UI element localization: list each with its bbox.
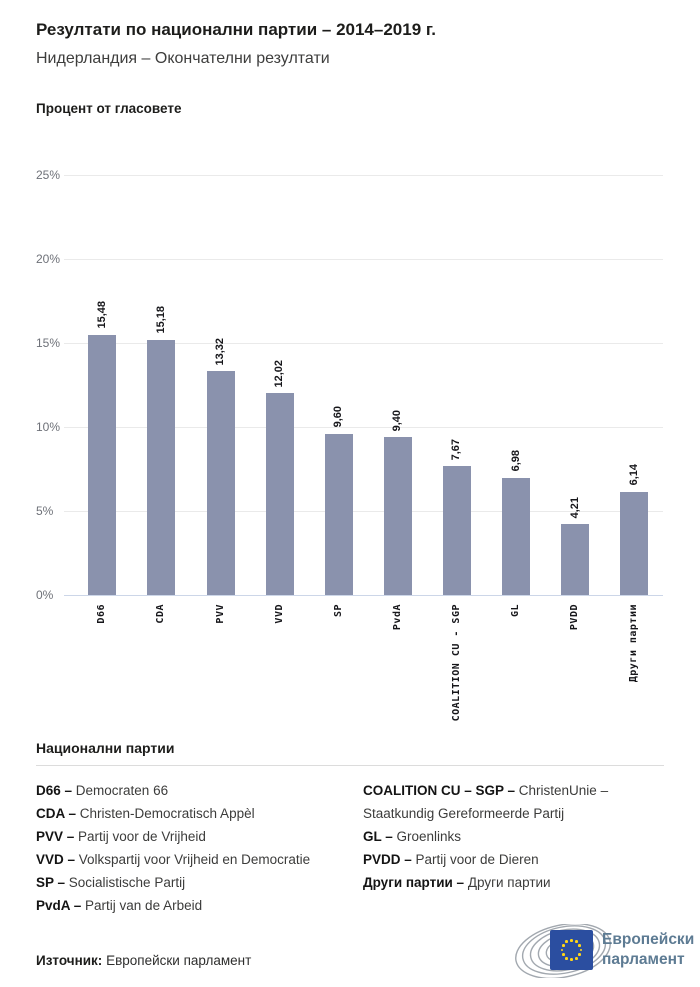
gridline — [64, 259, 663, 260]
bar-value-label: 9,40 — [391, 409, 404, 432]
bar — [502, 478, 530, 595]
bar — [266, 393, 294, 595]
legend-columns — [36, 779, 664, 917]
x-tick-label: D66 — [96, 604, 108, 624]
x-tick-label: COALITION CU - SGP — [450, 604, 462, 722]
legend-item: CDA – Christen-Democratisch Appèl — [36, 806, 255, 821]
gridline — [64, 175, 663, 176]
x-tick-label: PVV — [214, 604, 226, 624]
y-tick-label: 20% — [36, 252, 61, 266]
legend-item: PVV – Partij voor de Vrijheid — [36, 829, 206, 844]
bar-value-label: 4,21 — [568, 496, 581, 519]
source-line — [36, 953, 251, 968]
bar — [384, 437, 412, 595]
x-tick-label: SP — [332, 604, 344, 618]
source-label: Източник: — [36, 953, 103, 968]
eu-star — [565, 940, 568, 943]
eu-star — [578, 944, 581, 947]
bar — [147, 340, 175, 595]
bar-chart — [0, 168, 700, 735]
bar-value-label: 9,60 — [332, 406, 345, 428]
eu-star — [570, 939, 573, 942]
eu-star — [562, 944, 565, 947]
eu-flag-icon — [550, 930, 593, 970]
party-legend — [36, 740, 664, 917]
legend-item: Други партии – Други партии — [363, 875, 551, 890]
eu-star — [565, 957, 568, 960]
x-tick-label: VVD — [273, 604, 285, 624]
eu-star — [562, 953, 565, 956]
legend-item: SP – Socialistische Partij — [36, 875, 186, 890]
bar-value-label: 7,67 — [450, 438, 463, 461]
page-subtitle: Нидерландия – Окончателни резултати — [36, 50, 330, 67]
x-tick-label: PvdA — [391, 604, 403, 631]
bar — [207, 371, 235, 595]
bar — [88, 335, 116, 595]
eu-star — [578, 953, 581, 956]
legend-item: GL – Groenlinks — [363, 829, 462, 844]
plot-area — [64, 175, 663, 722]
chart-axis-title: Процент от гласовете — [36, 101, 182, 116]
eu-star — [575, 940, 578, 943]
y-tick-label: 10% — [36, 420, 61, 434]
page-title: Резултати по национални партии – 2014–2019 г. — [36, 20, 436, 39]
legend-item: PVDD – Partij voor de Dieren — [363, 852, 539, 867]
bar-value-label: 15,18 — [154, 306, 167, 334]
legend-column — [363, 779, 664, 917]
legend-column — [36, 779, 363, 917]
eu-star — [570, 958, 573, 961]
legend-divider — [36, 765, 664, 766]
bar-value-label: 15,48 — [95, 301, 108, 329]
y-tick-label: 0% — [36, 588, 54, 602]
ep-logo — [512, 924, 698, 978]
bar-value-label: 6,98 — [509, 450, 522, 472]
ep-logo-line2: парламент — [602, 951, 685, 968]
x-tick-label: Други партии — [628, 604, 640, 683]
legend-item: VVD – Volkspartij voor Vrijheid en Democratie — [36, 852, 311, 867]
legend-item: COALITION CU – SGP – ChristenUnie – Staatkundig Gereformeerde Partij — [363, 783, 609, 821]
legend-item: PvdA – Partij van de Arbeid — [36, 898, 203, 913]
bar — [620, 492, 648, 595]
bar — [561, 524, 589, 595]
x-tick-label: PVDD — [569, 604, 581, 631]
x-tick-label: GL — [510, 604, 521, 618]
gridline — [64, 595, 663, 596]
ep-logo-text — [602, 930, 694, 970]
eu-star — [561, 949, 564, 952]
source-value: Европейски парламент — [106, 953, 252, 968]
bar-value-label: 12,02 — [273, 359, 286, 388]
legend-item: D66 – Democraten 66 — [36, 783, 169, 798]
y-tick-label: 5% — [36, 504, 54, 518]
eu-star — [575, 957, 578, 960]
bar-value-label: 13,32 — [214, 337, 226, 366]
eu-star — [580, 949, 583, 952]
y-tick-label: 15% — [36, 336, 61, 350]
ep-logo-line1: Европейски — [602, 931, 695, 948]
y-tick-label: 25% — [36, 168, 61, 182]
bar — [443, 466, 471, 595]
x-tick-label: CDA — [155, 604, 167, 624]
legend-header: Национални партии — [36, 740, 175, 756]
bar-value-label: 6,14 — [627, 464, 640, 486]
bar — [325, 434, 353, 595]
